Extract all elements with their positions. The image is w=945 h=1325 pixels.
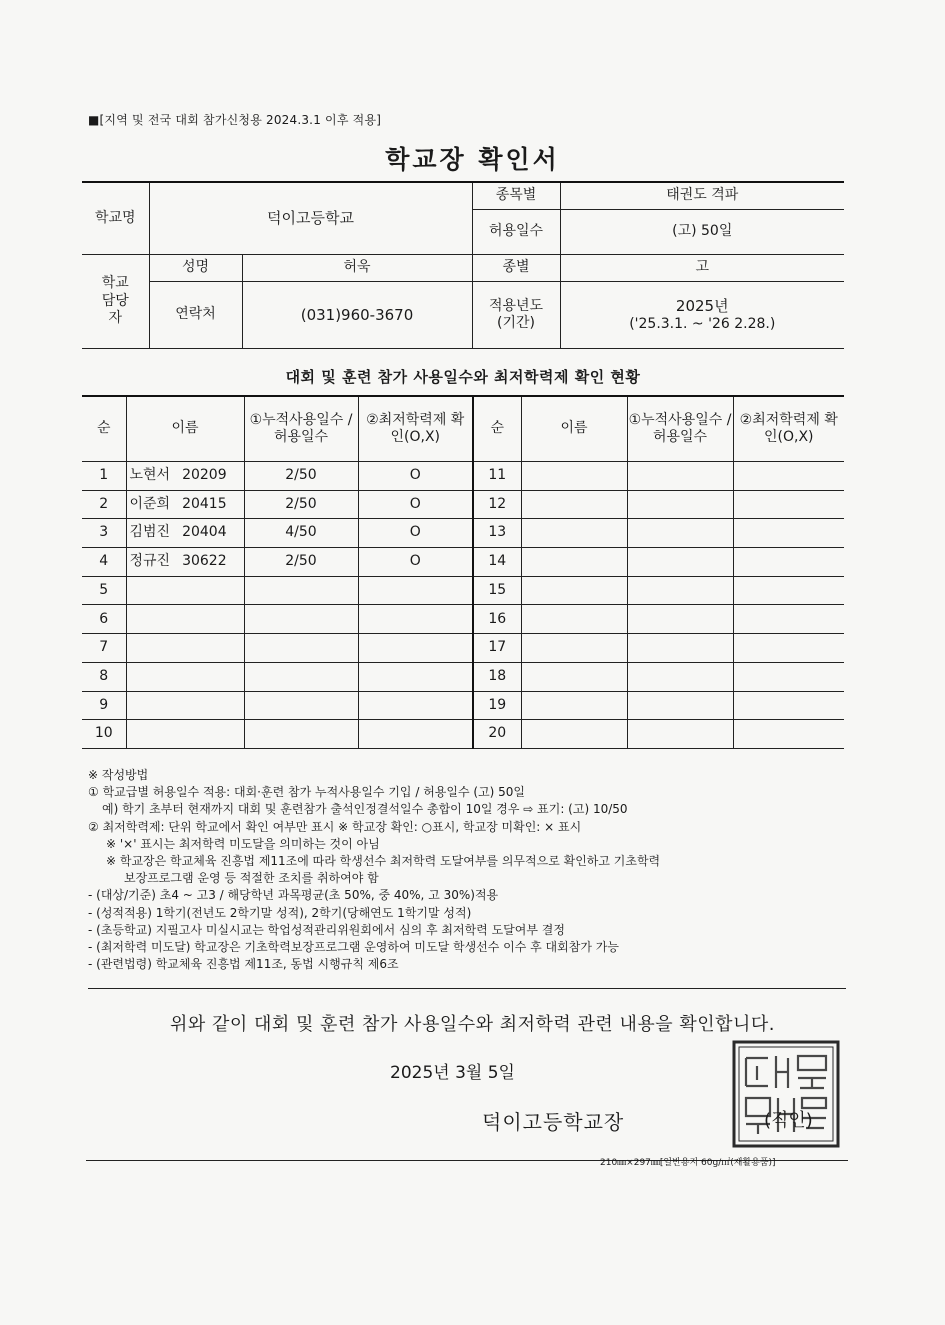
min-academic-check (358, 634, 473, 663)
row-no: 7 (82, 634, 126, 663)
student-name-cell (126, 605, 244, 634)
used-days: 2/50 (244, 462, 358, 491)
min-academic-check-right (733, 576, 844, 605)
issue-date: 2025년 3월 5일 (390, 1063, 515, 1083)
sport-value: 태권도 격파 (560, 182, 844, 210)
school-info-table (82, 181, 844, 349)
row-no-right: 20 (473, 720, 521, 749)
notes-heading: ※ 작성방법 (88, 768, 149, 782)
row-no: 4 (82, 548, 126, 577)
row-no-right: 14 (473, 548, 521, 577)
apply-year-value: 2025년 (675, 296, 729, 315)
header-min-academic (358, 396, 473, 462)
header-min-academic-right (733, 396, 844, 462)
note-6: 보장프로그램 운영 등 적절한 조치를 취하여야 함 (124, 871, 379, 886)
table-row (82, 576, 844, 605)
row-no: 6 (82, 605, 126, 634)
manager-label (82, 255, 149, 349)
note-9: - (초등학교) 지필고사 미실시교는 학업성적관리위원회에서 심의 후 최저학력 도달여부 결정 (88, 922, 565, 937)
min-academic-check-right (733, 519, 844, 548)
paper-spec: 210㎜×297㎜[일반용지 60g/㎡(재활용품)] (600, 1158, 776, 1168)
apply-year-label (472, 282, 560, 349)
student-name-cell (126, 548, 244, 577)
used-days (244, 662, 358, 691)
min-academic-check (358, 576, 473, 605)
header-name-right: 이름 (521, 396, 627, 462)
used-days-right (627, 576, 733, 605)
confirmation-statement: 위와 같이 대회 및 훈련 참가 사용일수와 최저학력 관련 내용을 확인합니다. (169, 1014, 776, 1035)
student-name-right (521, 634, 627, 663)
header-used-days-right (627, 396, 733, 462)
note-8: - (성적적용) 1학기(전년도 2학기말 성적), 2학기(당해연도 1학기말 성적) (88, 905, 472, 920)
student-name-right (521, 605, 627, 634)
used-days-right (627, 662, 733, 691)
row-no: 10 (82, 720, 126, 749)
min-academic-check-right (733, 462, 844, 491)
note-10: - (최저학력 미도달) 학교장은 기초학력보장프로그램 운영하여 미도달 학생선수 이수 후 대회참가 가능 (88, 939, 619, 954)
used-days-right (627, 634, 733, 663)
used-days-right (627, 490, 733, 519)
header-used-days (244, 396, 358, 462)
min-academic-check (358, 691, 473, 720)
apply-year-label-text: 적용년도 (기간) (488, 297, 544, 331)
student-name: 정규진 (129, 553, 171, 570)
header-name: 이름 (126, 396, 244, 462)
used-days (244, 576, 358, 605)
row-no-right: 19 (473, 691, 521, 720)
apply-period-value: ('25.3.1. ~ '26 2.28.) (629, 315, 776, 332)
table-row (82, 634, 844, 663)
row-no-right: 16 (473, 605, 521, 634)
student-name-cell (126, 634, 244, 663)
seal-label: (직인) (764, 1110, 813, 1131)
contact-value: (031)960-3670 (242, 282, 472, 349)
min-academic-check-right (733, 548, 844, 577)
official-seal-icon (730, 1038, 842, 1150)
principal-name: 덕이고등학교장 (482, 1110, 625, 1134)
used-days-right (627, 519, 733, 548)
min-academic-check: O (358, 462, 473, 491)
min-academic-check (358, 605, 473, 634)
form-header-note: ■[지역 및 전국 대회 참가신청용 2024.3.1 이후 적용] (88, 113, 382, 127)
student-name-cell (126, 576, 244, 605)
section-title: 대회 및 훈련 참가 사용일수와 최저학력제 확인 현황 (285, 368, 641, 386)
student-name-right (521, 662, 627, 691)
row-no: 3 (82, 519, 126, 548)
row-no: 1 (82, 462, 126, 491)
student-name-right (521, 548, 627, 577)
header-no: 순 (82, 396, 126, 462)
level-value: 고 (560, 255, 844, 282)
row-no: 8 (82, 662, 126, 691)
document-title: 학교장 확인서 (385, 145, 560, 174)
used-days-right (627, 548, 733, 577)
header-min-academic-text: ②최저학력제 확인(O,X) (366, 411, 465, 445)
student-name-cell (126, 490, 244, 519)
note-11: - (관련법령) 학교체육 진흥법 제11조, 동법 시행규칙 제6조 (88, 957, 399, 972)
sport-label: 종목별 (472, 182, 560, 210)
note-3: ② 최저학력제: 단위 학교에서 확인 여부만 표시 ※ 학교장 확인: ○표시, 학교장 미확인: × 표시 (88, 819, 582, 834)
used-days-right (627, 720, 733, 749)
allowed-days-value: (고) 50일 (560, 210, 844, 255)
student-name: 이준희 (129, 495, 171, 512)
apply-year-cell (560, 282, 844, 349)
school-name-value: 덕이고등학교 (149, 182, 472, 255)
level-label: 종별 (472, 255, 560, 282)
used-days (244, 691, 358, 720)
student-name-cell (126, 720, 244, 749)
student-name-right (521, 519, 627, 548)
writing-instructions (88, 767, 848, 973)
student-name-cell (126, 691, 244, 720)
student-name-right (521, 720, 627, 749)
note-5: ※ 학교장은 학교체육 진흥법 제11조에 따라 학생선수 최저학력 도달여부를 의무적으로 확인하고 기초학력 (106, 853, 661, 868)
table-row (82, 548, 844, 577)
min-academic-check: O (358, 490, 473, 519)
table-row (82, 691, 844, 720)
student-name-cell (126, 662, 244, 691)
used-days-right (627, 691, 733, 720)
row-no-right: 17 (473, 634, 521, 663)
header-used-days-text: ①누적사용일수 /허용일수 (249, 411, 353, 445)
used-days: 2/50 (244, 548, 358, 577)
note-1: ① 학교급별 허용일수 적용: 대회·훈련 참가 누적사용일수 기입 / 허용일수 (고) 50일 (88, 785, 526, 800)
min-academic-check-right (733, 691, 844, 720)
manager-name-value: 허욱 (242, 255, 472, 282)
note-4: ※ '×' 표시는 최저학력 미도달을 의미하는 것이 아님 (106, 836, 380, 851)
student-id: 30622 (182, 553, 227, 570)
used-days: 2/50 (244, 490, 358, 519)
table-row (82, 605, 844, 634)
school-name-label: 학교명 (82, 182, 149, 255)
row-no-right: 12 (473, 490, 521, 519)
min-academic-check-right (733, 605, 844, 634)
row-no-right: 18 (473, 662, 521, 691)
min-academic-check (358, 720, 473, 749)
table-row (82, 490, 844, 519)
student-name-right (521, 490, 627, 519)
student-name: 노현서 (129, 467, 171, 484)
student-name-right (521, 691, 627, 720)
manager-label-text: 학교 담당자 (101, 275, 129, 327)
used-days: 4/50 (244, 519, 358, 548)
roster-table (82, 395, 844, 749)
row-no: 9 (82, 691, 126, 720)
student-id: 20415 (182, 495, 227, 512)
used-days (244, 720, 358, 749)
used-days-right (627, 605, 733, 634)
min-academic-check: O (358, 548, 473, 577)
header-min-academic-right-text: ②최저학력제 확인(O,X) (739, 411, 838, 445)
student-name-right (521, 462, 627, 491)
allowed-days-label: 허용일수 (472, 210, 560, 255)
note-7: - (대상/기준) 초4 ~ 고3 / 해당학년 과목평균(초 50%, 중 40%, 고 30%)적용 (88, 888, 499, 903)
note-2: 예) 학기 초부터 현재까지 대회 및 훈련참가 출석인정결석일수 총합이 10일 경우 ⇨ 표기: (고) 10/50 (102, 802, 628, 817)
row-no-right: 13 (473, 519, 521, 548)
student-id: 20209 (182, 467, 227, 484)
min-academic-check-right (733, 662, 844, 691)
table-row (82, 720, 844, 749)
table-row (82, 462, 844, 491)
min-academic-check-right (733, 490, 844, 519)
row-no: 5 (82, 576, 126, 605)
header-no-right: 순 (473, 396, 521, 462)
student-name-right (521, 576, 627, 605)
used-days-right (627, 462, 733, 491)
manager-name-label: 성명 (149, 255, 242, 282)
table-row (82, 519, 844, 548)
min-academic-check: O (358, 519, 473, 548)
contact-label: 연락처 (149, 282, 242, 349)
row-no-right: 11 (473, 462, 521, 491)
row-no: 2 (82, 490, 126, 519)
student-id: 20404 (182, 524, 227, 541)
header-used-days-right-text: ①누적사용일수 /허용일수 (628, 411, 732, 445)
divider-line (88, 988, 846, 989)
student-name-cell (126, 462, 244, 491)
min-academic-check-right (733, 634, 844, 663)
row-no-right: 15 (473, 576, 521, 605)
used-days (244, 605, 358, 634)
student-name: 김범진 (129, 524, 171, 541)
student-name-cell (126, 519, 244, 548)
min-academic-check-right (733, 720, 844, 749)
min-academic-check (358, 662, 473, 691)
used-days (244, 634, 358, 663)
table-row (82, 662, 844, 691)
